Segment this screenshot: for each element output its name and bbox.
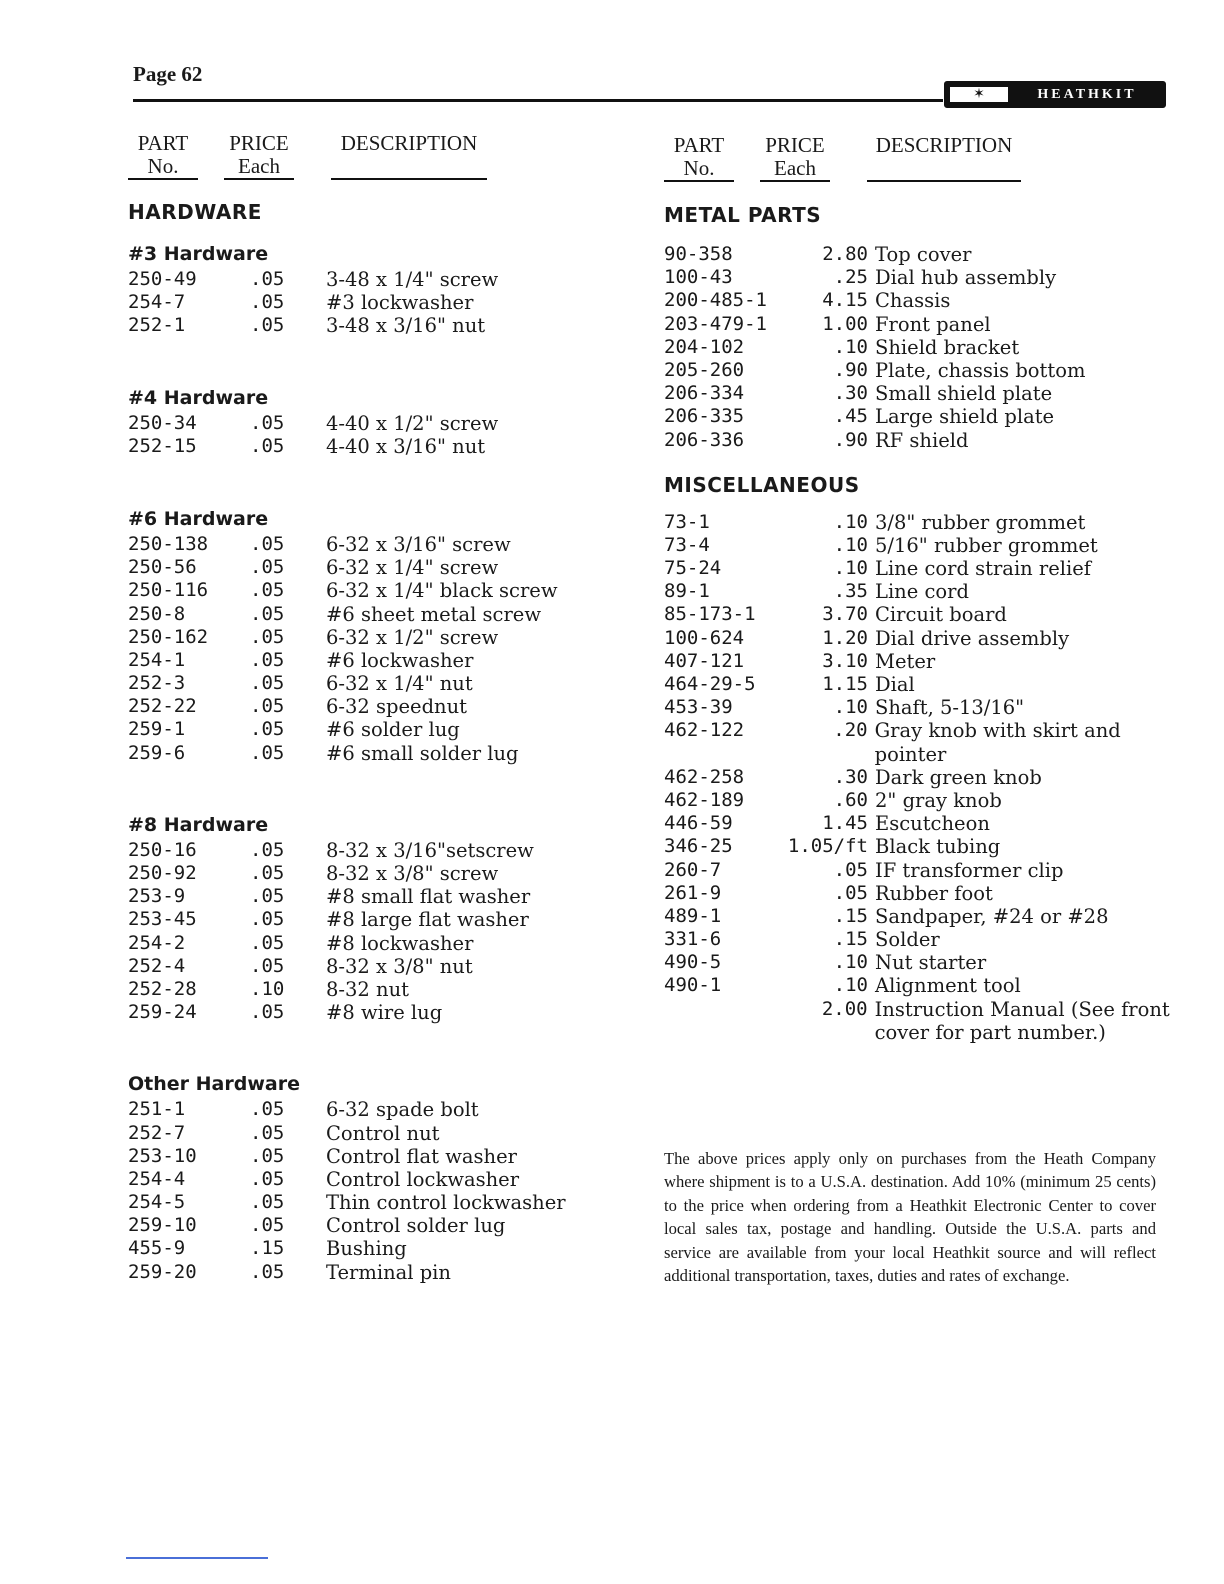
- parts-row: [128, 672, 628, 695]
- heathkit-logo: [944, 81, 1166, 108]
- part-description: 6-32 x 1/2" screw: [326, 625, 499, 649]
- parts-row: [664, 998, 1174, 1044]
- part-description: Instruction Manual (See front cover for part number.): [874, 997, 1170, 1044]
- parts-row: [664, 673, 1174, 696]
- part-number: 73-4: [664, 533, 710, 556]
- hardware-group-list: [128, 268, 628, 338]
- part-header-line2: No.: [128, 155, 198, 180]
- parts-row: [128, 533, 628, 556]
- part-description: 5/16" rubber grommet: [875, 533, 1098, 557]
- parts-row: [128, 839, 628, 862]
- part-description: 6-32 speednut: [326, 695, 468, 719]
- part-description: Top cover: [875, 243, 972, 266]
- part-price: .05: [250, 931, 285, 954]
- part-description: Large shield plate: [875, 405, 1055, 429]
- part-description: 6-32 x 1/4" screw: [326, 556, 499, 580]
- part-description: Dial drive assembly: [875, 626, 1070, 650]
- part-description: 8-32 x 3/8" screw: [326, 862, 499, 885]
- part-price: .10: [833, 951, 868, 974]
- parts-row: [664, 534, 1174, 557]
- part-description: Meter: [875, 649, 936, 673]
- part-price: .05: [250, 718, 285, 741]
- parts-row: [128, 955, 628, 978]
- part-number: 251-1: [128, 1098, 186, 1121]
- part-price: .05: [250, 741, 285, 764]
- part-price: .05: [250, 908, 285, 931]
- part-number: 254-5: [128, 1191, 186, 1214]
- parts-row: [664, 928, 1174, 951]
- parts-row: [128, 314, 628, 337]
- parts-row: [128, 1261, 628, 1284]
- part-number: 252-22: [128, 695, 197, 718]
- part-price: .05: [250, 532, 285, 555]
- parts-row: [128, 1214, 628, 1237]
- part-number: 252-4: [128, 954, 186, 977]
- part-price: .05: [250, 954, 285, 977]
- part-price: .05: [250, 1167, 285, 1190]
- part-description: 6-32 x 3/16" screw: [326, 532, 511, 556]
- part-header-line1: PART: [673, 133, 725, 157]
- part-price: .05: [250, 1098, 285, 1121]
- left-column: [128, 132, 628, 1284]
- part-number: 252-3: [128, 672, 186, 695]
- part-number: 252-7: [128, 1121, 186, 1144]
- parts-row: [128, 885, 628, 908]
- parts-row: [664, 580, 1174, 603]
- price-header: [224, 132, 294, 180]
- part-number: 254-2: [128, 931, 186, 954]
- parts-row: [128, 742, 628, 765]
- hardware-groups: [128, 242, 628, 1284]
- part-price: .05: [250, 695, 285, 718]
- part-price: .10: [250, 977, 285, 1000]
- parts-row: [128, 1098, 628, 1121]
- price-header-line2: Each: [760, 157, 830, 182]
- part-description: Circuit board: [875, 603, 1007, 627]
- parts-row: [664, 812, 1174, 835]
- parts-row: [128, 908, 628, 931]
- page-number: Page 62: [133, 62, 203, 86]
- hardware-group-list: [128, 533, 628, 765]
- parts-row: [664, 974, 1174, 997]
- parts-row: [664, 382, 1174, 405]
- parts-row: [128, 978, 628, 1001]
- part-price: .05: [250, 1144, 285, 1167]
- part-price: .05: [250, 648, 285, 671]
- part-description: Front panel: [875, 312, 991, 336]
- price-header-line1: PRICE: [765, 133, 825, 157]
- parts-row: [664, 557, 1174, 580]
- hardware-group-list: [128, 839, 628, 1025]
- part-description: Thin control lockwasher: [326, 1191, 566, 1215]
- parts-row: [128, 932, 628, 955]
- parts-row: [128, 291, 628, 314]
- part-number: 254-7: [128, 291, 186, 314]
- part-number: 252-28: [128, 977, 197, 1000]
- parts-row: [664, 859, 1174, 882]
- metal-parts-list: [664, 243, 1174, 452]
- parts-row: [664, 603, 1174, 626]
- parts-row: [664, 789, 1174, 812]
- part-price: .05: [250, 1001, 285, 1024]
- parts-row: [664, 429, 1174, 452]
- part-description: Alignment tool: [875, 974, 1021, 998]
- part-description: #6 small solder lug: [326, 741, 519, 765]
- hardware-title: HARDWARE: [128, 200, 262, 224]
- part-price: .10: [833, 533, 868, 556]
- part-price: .05: [250, 885, 285, 908]
- part-number: 90-358: [664, 243, 733, 265]
- parts-row: [664, 835, 1174, 858]
- heathkit-emblem-icon: ✶: [948, 85, 1010, 104]
- part-description: Dark green knob: [875, 765, 1042, 789]
- part-description: Terminal pin: [326, 1260, 451, 1284]
- part-price: .10: [833, 974, 868, 997]
- part-header: [128, 132, 198, 180]
- part-header-line2: No.: [664, 157, 734, 182]
- parts-row: [128, 556, 628, 579]
- parts-row: [664, 766, 1174, 789]
- heathkit-logo-text: HEATHKIT: [1037, 86, 1137, 102]
- parts-row: [128, 1122, 628, 1145]
- part-description: Small shield plate: [875, 382, 1053, 406]
- part-header: [664, 134, 734, 182]
- part-price: .45: [833, 405, 868, 428]
- parts-row: [664, 266, 1174, 289]
- part-price: .10: [833, 510, 868, 533]
- part-number: 346-25: [664, 835, 733, 858]
- parts-row: [128, 268, 628, 291]
- part-number: 407-121: [664, 649, 745, 672]
- parts-row: [664, 951, 1174, 974]
- left-column-header: [128, 132, 628, 190]
- part-price: 1.20: [822, 626, 868, 649]
- part-number: 331-6: [664, 928, 722, 951]
- part-price: .05: [250, 602, 285, 625]
- part-number: 204-102: [664, 335, 745, 358]
- parts-row: [664, 405, 1174, 428]
- parts-row: [664, 336, 1174, 359]
- part-description: Dial hub assembly: [875, 266, 1057, 290]
- footer-line: [126, 1557, 268, 1559]
- right-column: [664, 134, 1174, 1044]
- part-description: #8 wire lug: [326, 1001, 443, 1025]
- part-number: 462-258: [664, 765, 745, 788]
- part-number: 250-16: [128, 838, 197, 861]
- part-number: 259-6: [128, 741, 186, 764]
- part-price: .05: [250, 411, 285, 434]
- part-number: 446-59: [664, 812, 733, 835]
- part-description: Line cord strain relief: [875, 557, 1092, 581]
- part-number: 250-49: [128, 268, 197, 290]
- part-number: 259-10: [128, 1214, 197, 1237]
- part-description: 6-32 x 1/4" black screw: [326, 579, 558, 603]
- part-price: .15: [833, 904, 868, 927]
- parts-row: [128, 1237, 628, 1260]
- hardware-group-title: #4 Hardware: [128, 386, 269, 409]
- parts-row: [128, 412, 628, 435]
- part-number: 254-4: [128, 1167, 186, 1190]
- part-description: 6-32 x 1/4" nut: [326, 672, 473, 696]
- part-description: Gray knob with skirt and pointer: [874, 719, 1121, 766]
- part-description: #6 solder lug: [326, 718, 460, 742]
- hardware-group-title: #6 Hardware: [128, 507, 269, 530]
- parts-row: [128, 718, 628, 741]
- part-price: 1.05/ft: [787, 835, 868, 858]
- part-price: .90: [833, 358, 868, 381]
- part-number: 206-336: [664, 428, 745, 451]
- part-description: Dial: [875, 673, 915, 696]
- part-number: 250-116: [128, 579, 209, 602]
- part-description: Solder: [875, 928, 940, 952]
- part-number: 259-24: [128, 1001, 197, 1024]
- parts-row: [664, 359, 1174, 382]
- part-number: 259-20: [128, 1260, 197, 1283]
- part-number: 453-39: [664, 696, 733, 719]
- parts-row: [128, 603, 628, 626]
- parts-row: [128, 1168, 628, 1191]
- parts-row: [128, 862, 628, 885]
- parts-row: [664, 243, 1174, 266]
- parts-row: [664, 882, 1174, 905]
- part-price: .05: [250, 291, 285, 314]
- part-price: .05: [250, 556, 285, 579]
- part-number: 85-173-1: [664, 603, 756, 626]
- part-description: #8 large flat washer: [326, 908, 529, 932]
- part-description: Control solder lug: [326, 1214, 506, 1238]
- part-number: 252-15: [128, 434, 197, 457]
- part-price: 3.70: [822, 603, 868, 626]
- part-price: .30: [833, 382, 868, 405]
- part-number: 261-9: [664, 881, 722, 904]
- part-number: 490-5: [664, 951, 722, 974]
- part-price: .05: [833, 881, 868, 904]
- parts-row: [664, 289, 1174, 312]
- part-number: 464-29-5: [664, 673, 756, 695]
- parts-row: [664, 511, 1174, 534]
- header-rule: [133, 99, 943, 102]
- part-price: .05: [250, 1260, 285, 1283]
- part-description: 4-40 x 3/16" nut: [326, 434, 486, 458]
- part-price: .05: [250, 314, 285, 337]
- hardware-group-title: Other Hardware: [128, 1073, 300, 1096]
- part-price: .15: [833, 928, 868, 951]
- parts-row: [664, 627, 1174, 650]
- description-header-label: DESCRIPTION: [331, 132, 487, 180]
- part-description: 8-32 x 3/8" nut: [326, 954, 473, 978]
- part-price: .05: [250, 625, 285, 648]
- part-number: 250-162: [128, 625, 209, 648]
- part-price: .05: [250, 862, 285, 884]
- part-price: .20: [833, 719, 868, 742]
- price-header: [760, 134, 830, 182]
- part-description: Plate, chassis bottom: [875, 358, 1086, 382]
- part-price: .35: [833, 580, 868, 603]
- parts-row: [664, 313, 1174, 336]
- part-number: 455-9: [128, 1237, 186, 1260]
- part-description: Control nut: [326, 1121, 440, 1145]
- part-price: .05: [250, 1214, 285, 1237]
- parts-row: [664, 905, 1174, 928]
- part-description: Bushing: [326, 1237, 407, 1261]
- part-description: Black tubing: [875, 835, 1001, 859]
- part-number: 260-7: [664, 858, 722, 881]
- part-description: #8 lockwasher: [326, 931, 474, 955]
- part-description: 4-40 x 1/2" screw: [326, 411, 499, 435]
- hardware-group-title: #3 Hardware: [128, 243, 269, 265]
- parts-row: [664, 719, 1174, 765]
- part-number: 73-1: [664, 510, 710, 533]
- part-price: .05: [250, 838, 285, 861]
- part-number: 489-1: [664, 904, 722, 927]
- part-description: RF shield: [875, 428, 969, 452]
- metal-parts-title: METAL PARTS: [664, 203, 822, 227]
- part-price: .90: [833, 428, 868, 451]
- part-price: 1.00: [822, 312, 868, 335]
- part-description: 6-32 spade bolt: [326, 1098, 479, 1122]
- part-price: 1.45: [822, 812, 868, 835]
- part-description: Nut starter: [875, 951, 987, 975]
- right-column-header: [664, 134, 1174, 192]
- description-header: [331, 132, 487, 180]
- part-price: .05: [250, 268, 285, 290]
- part-number: 203-479-1: [664, 312, 767, 335]
- part-number: 259-1: [128, 718, 186, 741]
- part-number: 250-92: [128, 862, 197, 884]
- part-description: #3 lockwasher: [326, 291, 474, 315]
- part-number: 89-1: [664, 580, 710, 603]
- part-number: 462-122: [664, 719, 745, 742]
- part-number: 250-8: [128, 602, 186, 625]
- parts-row: [128, 649, 628, 672]
- parts-row: [128, 435, 628, 458]
- hardware-group-title: #8 Hardware: [128, 813, 269, 836]
- part-description: Line cord: [875, 580, 969, 604]
- hardware-group-list: [128, 412, 628, 458]
- part-description: Chassis: [875, 289, 951, 313]
- part-price: .30: [833, 765, 868, 788]
- part-price: .10: [833, 696, 868, 719]
- part-number: 200-485-1: [664, 289, 767, 312]
- part-number: [664, 998, 772, 1044]
- part-description: Sandpaper, #24 or #28: [875, 904, 1109, 928]
- part-description: 2" gray knob: [875, 788, 1002, 812]
- part-header-line1: PART: [137, 131, 189, 155]
- part-number: 205-260: [664, 358, 745, 381]
- part-description: #6 lockwasher: [326, 648, 474, 672]
- part-price: .10: [833, 557, 868, 580]
- part-number: 100-624: [664, 626, 745, 649]
- part-description: IF transformer clip: [875, 858, 1064, 882]
- price-header-line1: PRICE: [229, 131, 289, 155]
- hardware-group-list: [128, 1098, 628, 1284]
- part-number: 253-45: [128, 908, 197, 931]
- part-description: 8-32 x 3/16"setscrew: [326, 838, 534, 862]
- parts-row: [128, 695, 628, 718]
- part-number: 490-1: [664, 974, 722, 997]
- part-number: 100-43: [664, 266, 733, 289]
- part-price: .15: [250, 1237, 285, 1260]
- part-description: Control lockwasher: [326, 1167, 520, 1191]
- description-header: [867, 134, 1021, 182]
- part-price: .05: [250, 1191, 285, 1214]
- price-header-line2: Each: [224, 155, 294, 180]
- part-description: #8 small flat washer: [326, 885, 531, 909]
- part-price: .05: [250, 672, 285, 695]
- part-number: 206-334: [664, 382, 745, 405]
- part-price: .25: [833, 266, 868, 289]
- part-price: 2.00: [821, 997, 868, 1020]
- parts-row: [128, 1145, 628, 1168]
- part-number: 253-10: [128, 1144, 197, 1167]
- part-price: .60: [833, 788, 868, 811]
- miscellaneous-title: MISCELLANEOUS: [664, 472, 860, 497]
- part-number: 462-189: [664, 788, 745, 811]
- part-description: Escutcheon: [875, 812, 990, 836]
- part-number: 75-24: [664, 557, 722, 580]
- part-description: Shield bracket: [875, 335, 1020, 359]
- part-price: 2.80: [822, 243, 868, 265]
- part-price: .05: [250, 1121, 285, 1144]
- part-number: 250-138: [128, 532, 209, 555]
- part-description: Rubber foot: [875, 881, 993, 905]
- part-number: 250-56: [128, 556, 197, 579]
- part-price: .05: [833, 858, 868, 881]
- part-number: 252-1: [128, 314, 186, 337]
- parts-row: [664, 650, 1174, 673]
- part-number: 250-34: [128, 411, 197, 434]
- part-number: 253-9: [128, 885, 186, 908]
- part-price: .05: [250, 434, 285, 457]
- part-price: .10: [833, 335, 868, 358]
- part-description: 3-48 x 3/16" nut: [326, 314, 486, 338]
- miscellaneous-list: [664, 511, 1174, 1044]
- description-header-label: DESCRIPTION: [867, 134, 1021, 182]
- parts-row: [128, 579, 628, 602]
- part-description: 3-48 x 1/4" screw: [326, 268, 499, 291]
- part-description: 8-32 nut: [326, 977, 409, 1001]
- part-number: 206-335: [664, 405, 745, 428]
- parts-row: [664, 696, 1174, 719]
- part-price: 3.10: [822, 649, 868, 672]
- part-price: 1.15: [822, 673, 868, 695]
- parts-row: [128, 1191, 628, 1214]
- part-price: .05: [250, 579, 285, 602]
- parts-row: [128, 626, 628, 649]
- pricing-note: The above prices apply only on purchases from the Heath Company where shipment is to a U.S.A. destination. Add 10% (minimum 25 cents) to the price when ordering from a Heathkit Electronic Center to cover local sales tax, postage and handling. Outside the U.S.A. parts and service are available from your local Heathkit source and will reflect additional transportation, taxes, duties and rates of exchange.: [664, 1149, 1156, 1286]
- part-description: 3/8" rubber grommet: [875, 510, 1086, 534]
- part-description: Shaft, 5-13/16": [875, 696, 1025, 720]
- part-price: 4.15: [822, 289, 868, 312]
- part-description: Control flat washer: [326, 1144, 517, 1168]
- part-number: 254-1: [128, 648, 186, 671]
- part-description: #6 sheet metal screw: [326, 602, 542, 626]
- parts-row: [128, 1001, 628, 1024]
